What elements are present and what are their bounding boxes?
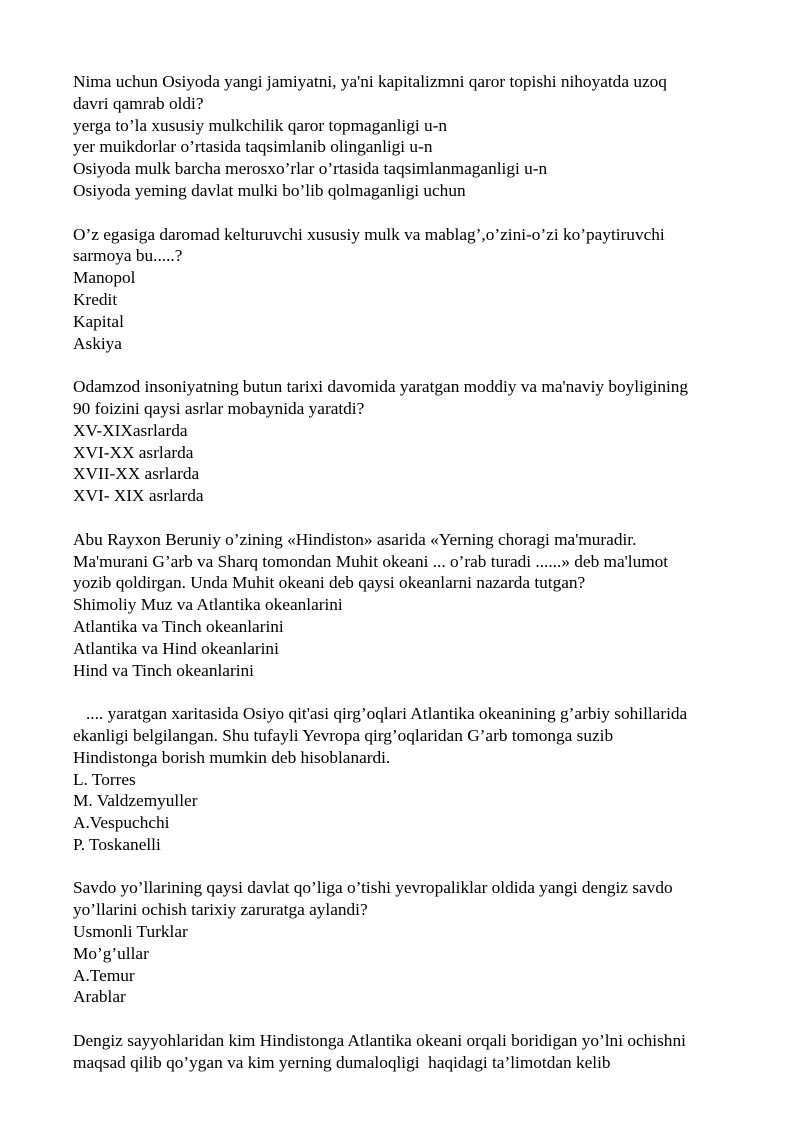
answer-option: XVII-XX asrlarda bbox=[73, 464, 200, 484]
question-text-line: davri qamrab oldi? bbox=[73, 93, 204, 113]
answer-option: Hind va Tinch okeanlarini bbox=[73, 660, 254, 680]
question-text-line: sarmoya bu.....? bbox=[73, 246, 183, 266]
answer-option: XVI- XIX asrlarda bbox=[73, 486, 204, 506]
question-text-line: yozib qoldirgan. Unda Muhit okeani deb qaysi okeanlarni nazarda tutgan? bbox=[73, 573, 586, 593]
question-text-line: 90 foizini qaysi asrlar mobaynida yaratdi? bbox=[73, 398, 365, 418]
question-text-line: Savdo yo’llarining qaysi davlat qo’liga o’tishi yevropaliklar oldida yangi dengiz savdo bbox=[73, 878, 673, 898]
answer-option: P. Toskanelli bbox=[73, 834, 161, 854]
answer-option: Atlantika va Hind okeanlarini bbox=[73, 638, 279, 658]
question-list bbox=[73, 71, 753, 1095]
question-text-line: Odamzod insoniyatning butun tarixi davomida yaratgan moddiy va ma'naviy boyligining bbox=[73, 377, 689, 397]
answer-option: yer muikdorlar o’rtasida taqsimlanib olinganligi u-n bbox=[73, 137, 433, 157]
question-block bbox=[73, 877, 753, 1008]
question-text-line: ekanligi belgilangan. Shu tufayli Yevropa qirg’oqlaridan G’arb tomonga suzib bbox=[73, 725, 614, 745]
answer-option: Atlantika va Tinch okeanlarini bbox=[73, 616, 284, 636]
answer-option: Askiya bbox=[73, 333, 122, 353]
question-text-line: .... yaratgan xaritasida Osiyo qit'asi qirg’oqlari Atlantika okeanining g’arbiy sohillarida bbox=[73, 704, 688, 724]
answer-option: XV-XIXasrlarda bbox=[73, 420, 188, 440]
answer-option: A.Temur bbox=[73, 965, 135, 985]
question-block bbox=[73, 703, 753, 856]
question-block bbox=[73, 376, 753, 507]
question-block bbox=[73, 224, 753, 355]
question-text-line: yo’llarini ochish tarixiy zaruratga aylandi? bbox=[73, 900, 368, 920]
answer-option: L. Torres bbox=[73, 769, 136, 789]
question-block bbox=[73, 1030, 753, 1074]
answer-option: Shimoliy Muz va Atlantika okeanlarini bbox=[73, 595, 343, 615]
question-text-line: Dengiz sayyohlaridan kim Hindistonga Atlantika okeani orqali boridigan yo’lni ochishni bbox=[73, 1031, 686, 1051]
answer-option: Usmonli Turklar bbox=[73, 922, 188, 942]
question-block bbox=[73, 529, 753, 682]
question-text-line: Abu Rayxon Beruniy o’zining «Hindiston» asarida «Yerning choragi ma'muradir. bbox=[73, 529, 637, 549]
answer-option: XVI-XX asrlarda bbox=[73, 442, 194, 462]
question-text-line: O’z egasiga daromad kelturuvchi xususiy mulk va mablag’,o’zini-o’zi ko’paytiruvchi bbox=[73, 224, 665, 244]
answer-option: Osiyoda yeming davlat mulki bo’lib qolmaganligi uchun bbox=[73, 180, 466, 200]
answer-option: Arablar bbox=[73, 987, 126, 1007]
answer-option: A.Vespuchchi bbox=[73, 813, 170, 833]
question-text-line: Hindistonga borish mumkin deb hisoblanardi. bbox=[73, 747, 391, 767]
question-text-line: maqsad qilib qo’ygan va kim yerning dumaloqligi haqidagi ta’limotdan kelib bbox=[73, 1052, 611, 1072]
question-text-line: Nima uchun Osiyoda yangi jamiyatni, ya'ni kapitalizmni qaror topishi nihoyatda uzoq bbox=[73, 72, 667, 91]
answer-option: Mo’g’ullar bbox=[73, 943, 149, 963]
answer-option: Osiyoda mulk barcha merosxo’rlar o’rtasida taqsimlanmaganligi u-n bbox=[73, 159, 548, 179]
answer-option: Manopol bbox=[73, 268, 136, 288]
answer-option: M. Valdzemyuller bbox=[73, 791, 198, 811]
answer-option: yerga to’la xususiy mulkchilik qaror topmaganligi u-n bbox=[73, 115, 448, 135]
question-block bbox=[73, 71, 753, 202]
answer-option: Kredit bbox=[73, 289, 118, 309]
answer-option: Kapital bbox=[73, 311, 124, 331]
question-text-line: Ma'murani G’arb va Sharq tomondan Muhit okeani ... o’rab turadi ......» deb ma'lumot bbox=[73, 551, 669, 571]
